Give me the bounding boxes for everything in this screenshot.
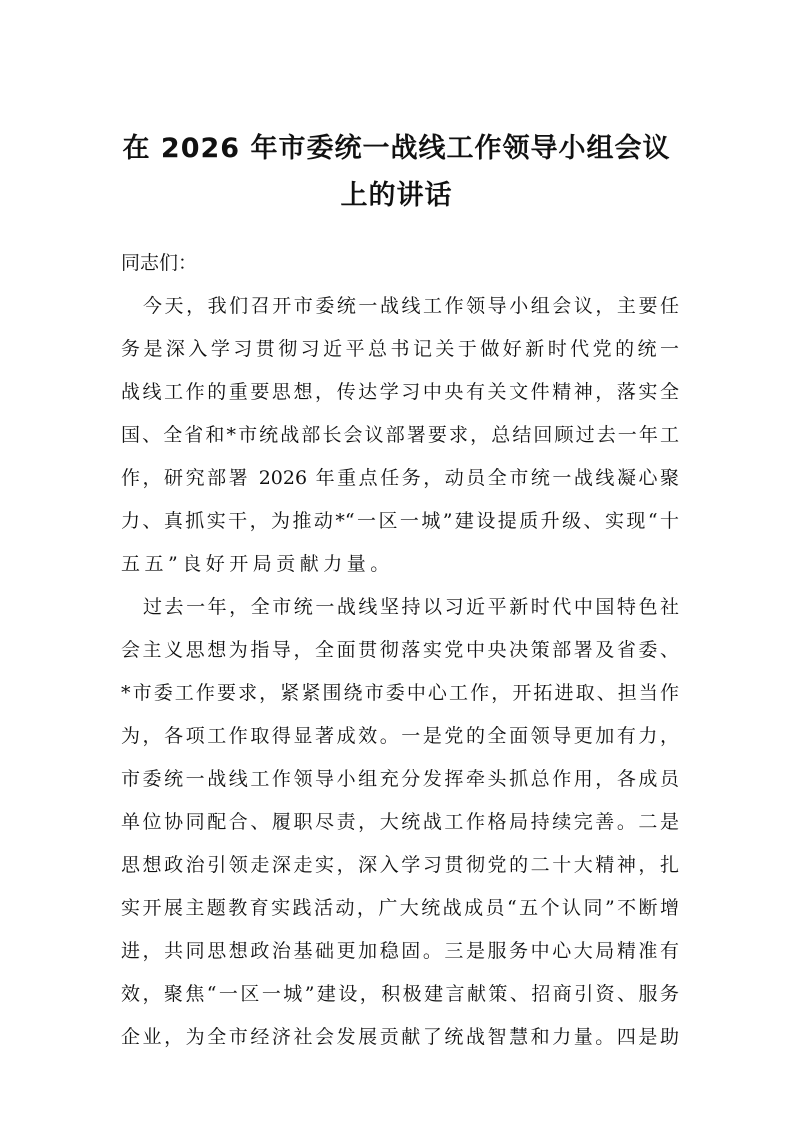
paragraph-line: 单位协同配合、履职尽责，大统战工作格局持续完善。二是 xyxy=(121,811,679,833)
paragraph-line: 为，各项工作取得显著成效。一是党的全面领导更加有力， xyxy=(121,725,679,747)
paragraph-line: 效，聚焦“一区一城”建设，积极建言献策、招商引资、服务 xyxy=(121,983,679,1005)
salutation: 同志们： xyxy=(121,252,198,274)
paragraph-line: 企业，为全市经济社会发展贡献了统战智慧和力量。四是助 xyxy=(121,1026,679,1048)
paragraph-1 xyxy=(121,289,679,590)
paragraph-line: 思想政治引领走深走实，深入学习贯彻党的二十大精神，扎 xyxy=(121,854,679,876)
document-body xyxy=(121,246,679,1063)
paragraph-line: 市委统一战线工作领导小组充分发挥牵头抓总作用，各成员 xyxy=(121,768,679,790)
paragraph-line: 会主义思想为指导，全面贯彻落实党中央决策部署及省委、 xyxy=(121,639,679,661)
paragraph-line: 国、全省和*市统战部长会议部署要求，总结回顾过去一年工 xyxy=(121,424,679,446)
paragraph-line: 战线工作的重要思想，传达学习中央有关文件精神，落实全 xyxy=(121,381,679,403)
document-title-line-1: 在 2026 年市委统一战线工作领导小组会议 xyxy=(122,133,671,164)
paragraph-line: 进，共同思想政治基础更加稳固。三是服务中心大局精准有 xyxy=(121,940,679,962)
paragraph-2 xyxy=(121,590,679,1063)
document-title-line-2: 上的讲话 xyxy=(340,180,453,211)
paragraph-line: 今天，我们召开市委统一战线工作领导小组会议，主要任 xyxy=(143,295,679,317)
paragraph-line: 力、真抓实干，为推动*“一区一城”建设提质升级、实现“十 xyxy=(121,510,679,532)
paragraph-line: *市委工作要求，紧紧围绕市委中心工作，开拓进取、担当作 xyxy=(121,682,679,704)
paragraph-line: 实开展主题教育实践活动，广大统战成员“五个认同”不断增 xyxy=(121,897,679,919)
paragraph-line: 作，研究部署 2026 年重点任务，动员全市统一战线凝心聚 xyxy=(121,467,679,489)
paragraph-line: 过去一年，全市统一战线坚持以习近平新时代中国特色社 xyxy=(143,596,679,618)
paragraph-line: 五五”良好开局贡献力量。 xyxy=(121,553,394,575)
paragraph-line: 务是深入学习贯彻习近平总书记关于做好新时代党的统一 xyxy=(121,338,679,360)
